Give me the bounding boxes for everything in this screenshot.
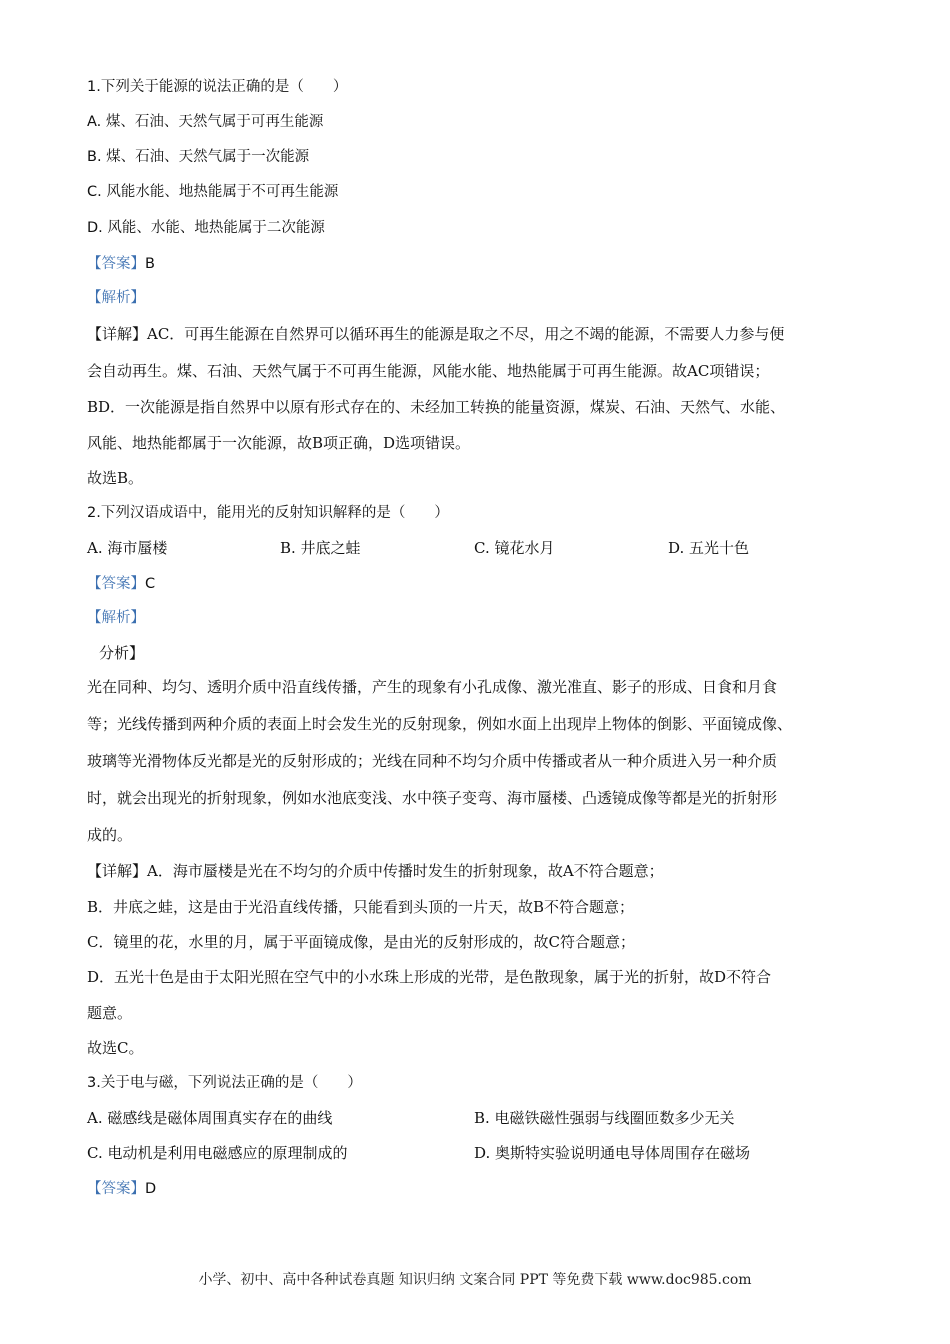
q1-conclusion: 故选B。 — [87, 469, 144, 487]
answer-value: D — [145, 1181, 157, 1197]
q2-detail-line-2: B．井底之蛙，这是由于光沿直线传播，只能看到头顶的一片天，故B不符合题意； — [87, 898, 635, 916]
q1-answer — [87, 253, 155, 274]
page-footer: 小学、初中、高中各种试卷真题 知识归纳 文案合同 PPT 等免费下载 www.doc985.com — [198, 1272, 752, 1288]
q2-analysis-line-4: 时，就会出现光的折射现象，例如水池底变浅、水中筷子变弯、海市蜃楼、凸透镜成像等都是光的折射形 — [87, 789, 778, 807]
q2-option-c: C. 镜花水月 — [474, 539, 555, 557]
q2-analysis-line-2: 等；光线传播到两种介质的表面上时会发生光的反射现象，例如水面上出现岸上物体的倒影、平面镜成像、 — [87, 715, 793, 733]
q2-option-d: D. 五光十色 — [668, 539, 750, 557]
q3-stem: 3.关于电与磁，下列说法正确的是（ ） — [87, 1075, 362, 1091]
q2-analysis-line-3: 玻璃等光滑物体反光都是光的反射形成的；光线在同种不均匀介质中传播或者从一种介质进入另一种介质 — [87, 752, 778, 770]
q2-analysis-line-5: 成的。 — [87, 826, 133, 844]
q1-option-a: A. 煤、石油、天然气属于可再生能源 — [87, 114, 324, 130]
q1-detail-line-3: BD．一次能源是指自然界中以原有形式存在的、未经加工转换的能量资源，煤炭、石油、天然气、水能、 — [87, 398, 786, 416]
q1-option-b: B. 煤、石油、天然气属于一次能源 — [87, 149, 310, 165]
q1-detail-line-4: 风能、地热能都属于一次能源，故B项正确，D选项错误。 — [87, 434, 471, 452]
q2-conclusion: 故选C。 — [87, 1039, 144, 1057]
q3-option-a: A. 磁感线是磁体周围真实存在的曲线 — [87, 1109, 333, 1127]
q2-detail-line-1: 【详解】A．海市蜃楼是光在不均匀的介质中传播时发生的折射现象，故A不符合题意； — [87, 862, 664, 880]
q2-option-a: A. 海市蜃楼 — [87, 539, 168, 557]
q3-option-d: D. 奥斯特实验说明通电导体周围存在磁场 — [474, 1144, 751, 1162]
q2-analysis-tag: 【解析】 — [87, 610, 145, 626]
answer-value: B — [145, 256, 155, 272]
q1-stem: 1.下列关于能源的说法正确的是（ ） — [87, 79, 348, 95]
q2-option-b: B. 井底之蛙 — [280, 539, 361, 557]
q2-analysis-line-1: 光在同种、均匀、透明介质中沿直线传播，产生的现象有小孔成像、激光准直、影子的形成、日食和月食 — [87, 678, 778, 696]
q1-detail-line-2: 会自动再生。煤、石油、天然气属于不可再生能源，风能水能、地热能属于可再生能源。故AC项错误； — [87, 362, 770, 380]
q2-detail-line-3: C．镜里的花，水里的月，属于平面镜成像，是由光的反射形成的，故C符合题意； — [87, 933, 635, 951]
q1-option-d: D. 风能、水能、地热能属于二次能源 — [87, 220, 325, 236]
q1-detail-line-1: 【详解】AC．可再生能源在自然界可以循环再生的能源是取之不尽，用之不竭的能源，不需要人力参与便 — [87, 325, 785, 343]
q2-stem: 2.下列汉语成语中，能用光的反射知识解释的是（ ） — [87, 505, 449, 521]
q2-detail-line-4: D．五光十色是由于太阳光照在空气中的小水珠上形成的光带，是色散现象，属于光的折射，故D不符合 — [87, 968, 772, 986]
q3-option-b: B. 电磁铁磁性强弱与线圈匝数多少无关 — [474, 1109, 735, 1127]
q3-option-c: C. 电动机是利用电磁感应的原理制成的 — [87, 1144, 348, 1162]
q1-analysis-tag: 【解析】 — [87, 290, 145, 306]
q2-analysis-head: 分析】 — [99, 644, 145, 662]
q1-option-c: C. 风能水能、地热能属于不可再生能源 — [87, 184, 339, 200]
q3-answer — [87, 1178, 156, 1199]
q2-detail-line-5: 题意。 — [87, 1004, 133, 1022]
q2-answer — [87, 573, 155, 594]
answer-tag: 【答案】 — [87, 256, 145, 272]
answer-tag: 【答案】 — [87, 1181, 145, 1197]
answer-tag: 【答案】 — [87, 576, 145, 592]
answer-value: C — [145, 576, 156, 592]
